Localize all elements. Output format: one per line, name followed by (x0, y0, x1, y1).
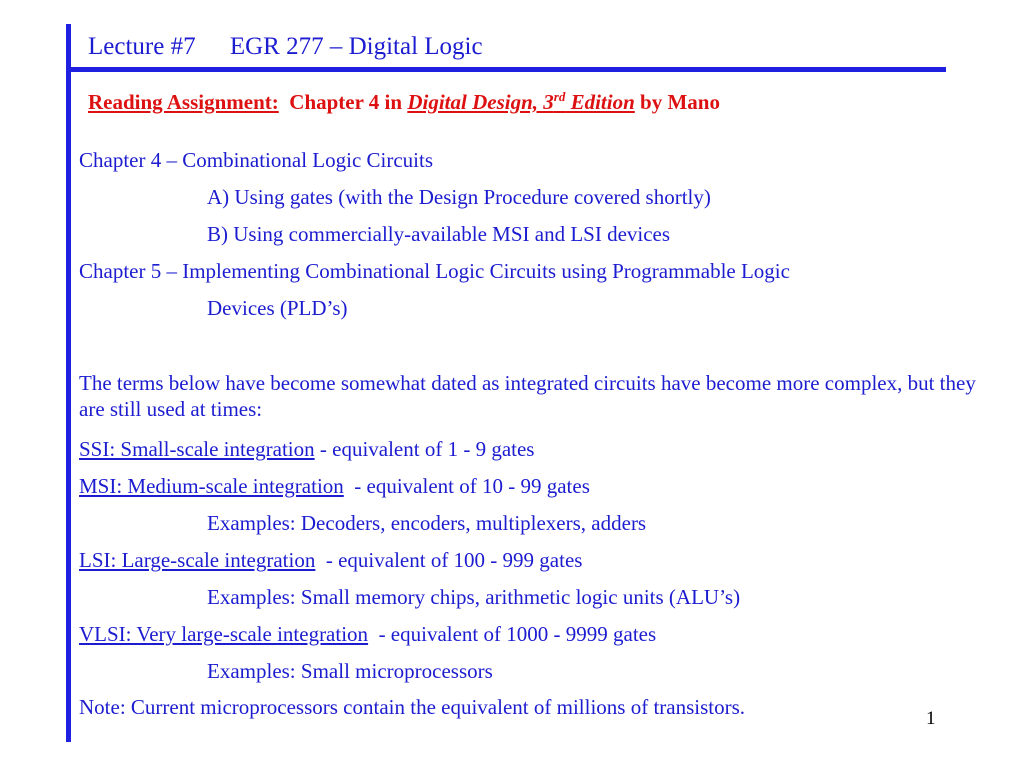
book-title: Digital Design, 3rd Edition (407, 89, 635, 114)
header-rule (66, 67, 946, 72)
lsi-line (79, 547, 999, 573)
terms-intro: The terms below have become somewhat dated as integrated circuits have become more complex, but they are still used at times: (79, 371, 976, 421)
reading-author: by Mano (640, 90, 720, 114)
chapter-4-line: Chapter 4 – Combinational Logic Circuits (79, 148, 434, 172)
reading-prefix: Chapter 4 in (289, 90, 403, 114)
vlsi-desc: - equivalent of 1000 - 9999 gates (368, 622, 657, 646)
lsi-examples: Examples: Small memory chips, arithmetic logic units (ALU’s) (207, 585, 741, 609)
chapter-5-line: Chapter 5 – Implementing Combinational Logic Circuits using Programmable Logic (79, 259, 790, 283)
msi-desc: - equivalent of 10 - 99 gates (343, 474, 590, 498)
note-line: Note: Current microprocessors contain the equivalent of millions of transistors. (79, 695, 746, 719)
chapter-4-item-a: A) Using gates (with the Design Procedure covered shortly) (207, 185, 711, 209)
ssi-line (79, 436, 999, 462)
left-border-line (66, 24, 71, 742)
vlsi-line (79, 621, 999, 647)
msi-line (79, 473, 999, 499)
chapter-4-item-b: B) Using commercially-available MSI and LSI devices (207, 222, 671, 246)
msi-term: MSI: Medium-scale integration (79, 474, 344, 498)
lsi-desc: - equivalent of 100 - 999 gates (315, 548, 583, 572)
reading-label: Reading Assignment: (88, 90, 279, 114)
slide-header (88, 33, 483, 61)
ssi-term: SSI: Small-scale integration (79, 437, 315, 461)
page-number: 1 (926, 708, 936, 729)
vlsi-term: VLSI: Very large-scale integration (79, 622, 369, 646)
lsi-term: LSI: Large-scale integration (79, 548, 316, 572)
course-title: EGR 277 – Digital Logic (229, 33, 483, 60)
ssi-desc: - equivalent of 1 - 9 gates (314, 437, 535, 461)
reading-assignment (88, 89, 720, 115)
lecture-number: Lecture #7 (88, 33, 196, 60)
vlsi-examples: Examples: Small microprocessors (207, 659, 493, 683)
chapter-5-continuation: Devices (PLD’s) (207, 296, 348, 320)
msi-examples: Examples: Decoders, encoders, multiplexers, adders (207, 511, 647, 535)
